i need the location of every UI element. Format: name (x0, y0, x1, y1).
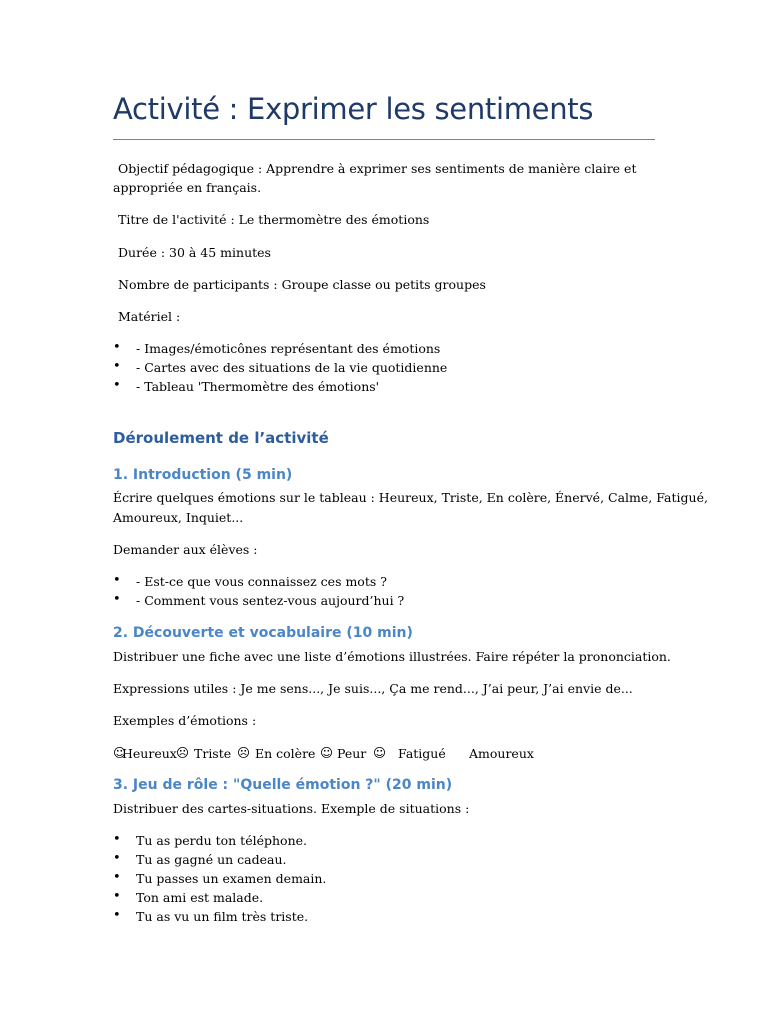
material-item-text: - Tableau 'Thermomètre des émotions' (136, 379, 380, 394)
participants-text: Nombre de participants : Groupe classe ou petits groupes (118, 277, 486, 292)
emotion-label-amoureux: Amoureux (469, 746, 534, 761)
fear-face-icon: ☺ (320, 745, 334, 760)
material-item-text: - Cartes avec des situations de la vie quotidienne (136, 360, 448, 375)
emotion-label-heureux: Heureux (122, 746, 177, 761)
step3-line-1: Distribuer des cartes-situations. Exemple de situations : (113, 801, 470, 816)
question-text: - Est-ce que vous connaissez ces mots ? (136, 574, 387, 589)
bullet-icon: • (113, 359, 121, 374)
step2-line-1: Distribuer une fiche avec une liste d’émotions illustrées. Faire répéter la prononciation. (113, 649, 671, 664)
happy-face-icon: ☺ (113, 745, 127, 760)
bullet-icon: • (113, 573, 121, 588)
bullet-icon: • (113, 340, 121, 355)
bullet-icon: • (113, 889, 121, 904)
step1-line-1: Écrire quelques émotions sur le tableau : Heureux, Triste, En colère, Énervé, Calme, Fatigué, (113, 490, 708, 505)
situation-text: Tu as perdu ton téléphone. (136, 833, 307, 848)
objective-line-2: appropriée en français. (113, 180, 262, 195)
situation-text: Ton ami est malade. (136, 890, 264, 905)
material-item-text: - Images/émoticônes représentant des émotions (136, 341, 441, 356)
objective-line-1: Objectif pédagogique : Apprendre à exprimer ses sentiments de manière claire et (118, 161, 637, 176)
bullet-icon: • (113, 592, 121, 607)
emotion-label-triste: Triste (194, 746, 232, 761)
situation-text: Tu passes un examen demain. (136, 871, 327, 886)
question-text: - Comment vous sentez-vous aujourd’hui ? (136, 593, 405, 608)
situation-text: Tu as vu un film très triste. (136, 909, 309, 924)
emotion-label-en-colere: En colère (255, 746, 316, 761)
bullet-icon: • (113, 832, 121, 847)
sad-face-icon: ☹ (176, 745, 190, 760)
emotion-label-peur: Peur (337, 746, 367, 761)
step1-ask: Demander aux élèves : (113, 542, 258, 557)
situation-text: Tu as gagné un cadeau. (136, 852, 287, 867)
step2-examples-label: Exemples d’émotions : (113, 713, 257, 728)
title-underline (113, 139, 655, 140)
step1-heading: 1. Introduction (5 min) (113, 467, 293, 483)
document-title: Activité : Exprimer les sentiments (113, 92, 594, 126)
bullet-icon: • (113, 908, 121, 923)
angry-face-icon: ☹ (237, 745, 251, 760)
activity-title-text: Titre de l'activité : Le thermomètre des émotions (118, 212, 430, 227)
bullet-icon: • (113, 851, 121, 866)
step1-line-2: Amoureux, Inquiet... (113, 510, 244, 525)
step2-heading: 2. Découverte et vocabulaire (10 min) (113, 625, 413, 641)
material-label: Matériel : (118, 309, 181, 324)
step2-expressions: Expressions utiles : Je me sens..., Je suis..., Ça me rend..., J’ai peur, J’ai envie de... (113, 681, 633, 696)
emotion-label-fatigue: Fatigué (398, 746, 446, 761)
duration-text: Durée : 30 à 45 minutes (118, 245, 271, 260)
bullet-icon: • (113, 378, 121, 393)
section-heading: Déroulement de l’activité (113, 429, 329, 447)
tired-face-icon: ☺ (373, 745, 387, 760)
bullet-icon: • (113, 870, 121, 885)
step3-heading: 3. Jeu de rôle : "Quelle émotion ?" (20 min) (113, 777, 453, 793)
